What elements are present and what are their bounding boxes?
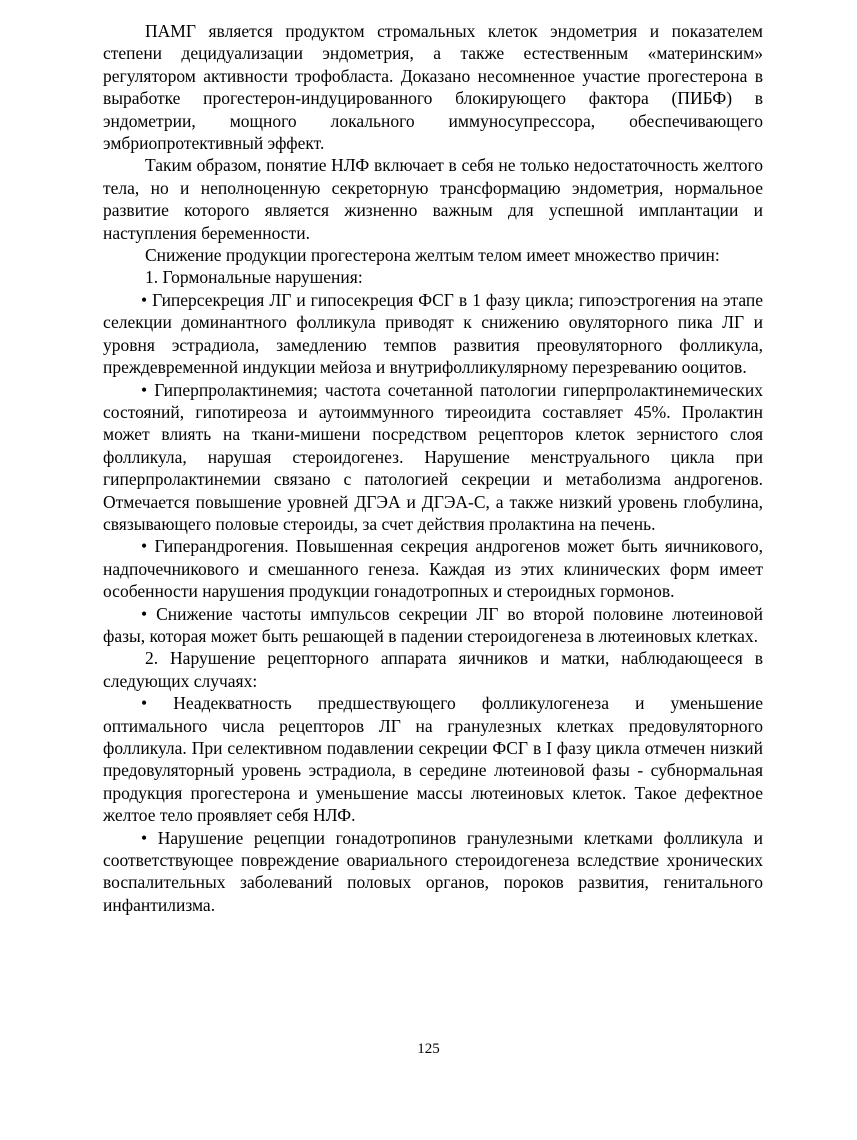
- paragraph-causes-intro: Снижение продукции прогестерона желтым телом имеет множество причин:: [145, 245, 720, 266]
- bullet-hypersecretion-lh: • Гиперсекреция ЛГ и гипосекреция ФСГ в 1 фазу цикла; гипоэстрогения на этапе селекции доминантного фолликула приводят к снижению овуляторного пика ЛГ и уровня эстрадиола, замедлению темпов развития преовуляторного фолликула, преждевременной индукции мейоза и внутрифолликулярному перезреванию ооцитов.: [103, 289, 763, 378]
- paragraph-nlf-definition: Таким образом, понятие НЛФ включает в себя не только недостаточность желтого тела, но и неполноценную секреторную трансформацию эндометрия, нормальное развитие которого является жизненно важным для успешной имплантации и наступления беременности.: [103, 155, 763, 243]
- page-number: 125: [417, 1041, 440, 1057]
- bullet-gonadotropin-reception: • Нарушение рецепции гонадотропинов гранулезными клетками фолликула и соответствующее повреждение овариального стероидогенеза вследствие хронических воспалительных заболеваний половых органов, пороков развития, генитального инфантилизма.: [103, 827, 763, 915]
- bullet-hyperandrogenism: • Гиперандрогения. Повышенная секреция андрогенов может быть яичникового, надпочечникового и смешанного генеза. Каждая из этих клинических форм имеет особенности нарушения продукции гонадотропных и стероидных гормонов.: [103, 536, 763, 602]
- bullet-hyperprolactinemia: • Гиперпролактинемия; частота сочетанной патологии гиперпролактинемических состояний, гипотиреоза и аутоиммунного тиреоидита составляет 45%. Пролактин может влиять на ткани-мишени посредством рецепторов клеток зернистого слоя фолликула, нарушая стероидогенез. Нарушение менструального цикла при гиперпролактинемии связано с патологией секреции и метаболизма андрогенов. Отмечается повышение уровней ДГЭА и ДГЭА-С, а также низкий уровень глобулина, связывающего половые стероиды, за счет действия пролактина на печень.: [103, 379, 763, 534]
- bullet-lh-pulse-decrease: • Снижение частоты импульсов секреции ЛГ во второй половине лютеиновой фазы, которая может быть решающей в падении стероидогенеза в лютеиновых клетках.: [103, 603, 763, 646]
- paragraph-pamg: ПАМГ является продуктом стромальных клеток эндометрия и показателем степени децидуализации эндометрия, а также естественным «материнским» регулятором активности трофобласта. Доказано несомненное участие прогестерона в выработке прогестерон-индуцированного блокирующего фактора (ПИБФ) в эндометрии, мощного локального иммуносупрессора, обеспечивающего эмбриопротективный эффект.: [103, 21, 763, 154]
- list-heading-receptor: 2. Нарушение рецепторного аппарата яичников и матки, наблюдающееся в следующих случаях:: [103, 648, 763, 691]
- bullet-folliculogenesis: • Неадекватность предшествующего фолликулогенеза и уменьшение оптимального числа рецепторов ЛГ на гранулезных клетках предовуляторного фолликула. При селективном подавлении секреции ФСГ в I фазу цикла отмечен низкий предовуляторный уровень эстрадиола, в середине лютеиновой фазы - субнормальная продукция прогестерона и уменьшение массы лютеиновых клеток. Такое дефектное желтое тело проявляет себя НЛФ.: [103, 693, 763, 826]
- list-heading-hormonal: 1. Гормональные нарушения:: [145, 267, 363, 288]
